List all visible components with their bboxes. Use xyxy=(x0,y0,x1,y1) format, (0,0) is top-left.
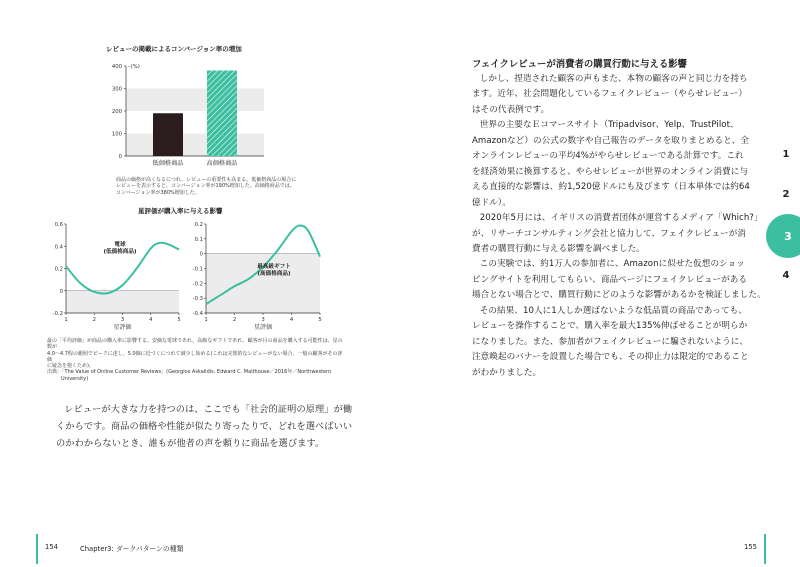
x-axis-label: 星評価 xyxy=(113,324,132,331)
y-tick-label: -0.2 xyxy=(52,311,63,317)
source-line: University) xyxy=(61,375,89,382)
body-line: その結果、10人に1人しか選ばないような低品質の商品であっても、 xyxy=(479,305,747,316)
y-unit-label: –(%) xyxy=(128,64,140,70)
y-tick-label: -0.1 xyxy=(192,266,203,273)
bar-chart-caption: 商品の価格が高くなるにつれ、レビューの重要性も高まる。低価格商品の場合にレビューを表示すると、コンバージョン率が190%増加した。高価格商品では、コンバージョン率が380%増加した。 xyxy=(116,177,297,196)
body-line: オンラインレビューの平均4%がやらせレビューである計算です。これ xyxy=(472,151,744,162)
x-tick-label: 5 xyxy=(318,317,322,323)
chapter-tab-4[interactable]: 4 xyxy=(782,270,790,281)
body-line: 2020年5月には、イギリスの消費者団体が運営するメディア「Which?」 xyxy=(479,213,763,224)
left-footer-rule xyxy=(36,534,38,564)
y-tick-label: 0.2 xyxy=(194,222,203,228)
x-tick-label: 5 xyxy=(177,317,181,323)
body-line: のかわからないとき、誰もが他者の声を頼りに商品を選びます。 xyxy=(56,437,325,449)
y-tick-label: -0.2 xyxy=(192,281,203,288)
body-line: Amazonなど）の公式の数字や自己報告のデータを取りまとめると、全 xyxy=(472,135,750,146)
section-heading: フェイクレビューが消費者の購買行動に与える影響 xyxy=(472,59,687,70)
y-tick-label: -0.3 xyxy=(192,296,203,303)
bar-low xyxy=(153,113,183,156)
y-tick-label: -0.4 xyxy=(192,311,203,317)
paragraph xyxy=(472,257,764,303)
body-line: ピングサイトを利用してもらい、商品ページにフェイクレビューがある xyxy=(472,274,748,285)
x-tick-label: 2 xyxy=(232,317,237,323)
body-line: える直接的な影響は、約1,520億ドルにも及びます（日本単体では約64 xyxy=(472,182,750,193)
body-line: くからです。商品の価格や性能が似たり寄ったりで、どれを選べばいい xyxy=(56,420,353,432)
running-head: Chapter3: ダークパターンの種類 xyxy=(80,545,184,553)
body-line: しかし、捏造された顧客の声もまた、本物の顧客の声と同じ力を持ち xyxy=(479,74,748,84)
caption-line: 最の「平均評価」が商品の購入率に影響する。安価な電球であれ、高級なギフトであれ、顧客が目の商品を購入する可能性は、星の数が xyxy=(47,338,343,351)
left-page-number: 154 xyxy=(45,543,58,551)
y-tick-label: 400 xyxy=(111,64,122,70)
x-tick-label: 1 xyxy=(64,317,68,323)
paragraph xyxy=(472,118,764,211)
caption-line: 4.0〜4.7程の範囲でピークに達し、5.0個に近づくにつれて減少し始める(これは完璧的なレビューがない場合、一般の顧客がその評価 xyxy=(47,350,343,363)
x-tick-label: 4 xyxy=(289,317,294,323)
body-line: 億ドル）。 xyxy=(472,197,511,208)
y-tick-label: 0.4 xyxy=(54,244,63,251)
negative-region xyxy=(66,291,179,313)
caption-line: に疑念を抱くため)。 xyxy=(47,363,94,370)
line-chart-caption xyxy=(47,338,343,382)
body-line: 場合とない場合とで、購買行動にどのような影響があるかを検証しました。 xyxy=(472,290,766,301)
y-tick-label: 0.6 xyxy=(54,222,63,228)
x-category-label: 高価格商品 xyxy=(206,160,238,167)
body-line: 費者の購買行動に与える影響を調べました。 xyxy=(472,243,645,254)
x-tick-label: 4 xyxy=(149,317,153,323)
right-page-number: 155 xyxy=(744,543,757,551)
body-line: ます。近年、社会問題化しているフェイクレビュー（やらせレビュー） xyxy=(472,89,748,100)
y-tick-label: 0.2 xyxy=(54,266,63,273)
negative-region xyxy=(206,254,320,313)
body-line: 世界の主要なＥコマースサイト（Tripadvisor、Yelp、TrustPilot、 xyxy=(479,120,739,131)
chapter-tab-2[interactable]: 2 xyxy=(782,189,790,200)
body-line: を経済効果に換算すると、やらせレビューが世界のオンライン消費に与 xyxy=(472,166,749,177)
body-line: この実験では、約1万人の参加者に、Amazonに似せた仮想のショッ xyxy=(479,259,745,270)
paragraph xyxy=(472,211,764,257)
x-tick-label: 3 xyxy=(261,317,265,323)
y-tick-label: 300 xyxy=(111,86,122,93)
x-tick-label: 1 xyxy=(204,317,208,323)
body-line: はその代表例です。 xyxy=(472,104,550,115)
paragraph xyxy=(472,304,764,381)
body-line: が、リサーチコンサルティング会社と協力して、フェイクレビューが消 xyxy=(472,228,747,239)
left-body-text xyxy=(56,402,353,452)
series-label-sub: (高価格商品) xyxy=(257,271,291,277)
body-line: になりました。また、参加者がフェイクレビューに騙されないように、 xyxy=(472,336,748,347)
y-tick-label: 0 xyxy=(59,288,63,295)
y-tick-label: 200 xyxy=(111,109,122,115)
line-chart-left xyxy=(36,216,196,336)
x-axis-label: 星評価 xyxy=(253,324,273,331)
line-chart-right xyxy=(182,216,328,336)
chapter-tab-1[interactable]: 1 xyxy=(782,149,790,160)
paragraph xyxy=(472,72,764,118)
right-footer-rule xyxy=(764,534,766,564)
chart-band xyxy=(126,89,264,112)
y-tick-label: 0 xyxy=(199,251,203,258)
bar-high xyxy=(207,71,237,157)
series-label: 最高級ギフト xyxy=(257,264,291,270)
chapter-tab-3-active[interactable]: 3 xyxy=(766,214,800,258)
body-line: 注意喚起のバナーを設置した場合でも、その抑止力は限定的であること xyxy=(472,352,749,363)
body-line: レビューが大きな力を持つのは、ここでも「社会的証明の原理」が働 xyxy=(64,404,353,415)
line-chart-title: 星評価が購入率に与える影響 xyxy=(138,207,223,215)
series-label: 電球 xyxy=(114,242,126,248)
y-tick-label: 0 xyxy=(118,154,122,160)
source-line: 出典：「The Value of Online Customer Reviews」(Georgios Askalidis, Edward C. Malthouse／2016年／Northwestern xyxy=(47,369,332,376)
y-tick-label: 100 xyxy=(111,131,122,138)
bar-chart-title: レビューの掲載によるコンバージョン率の増加 xyxy=(106,45,242,53)
x-tick-label: 3 xyxy=(120,317,125,323)
chart-band xyxy=(126,134,264,157)
x-tick-label: 2 xyxy=(92,317,96,323)
right-body-text xyxy=(472,72,764,381)
series-label-sub: (低価格商品) xyxy=(103,249,137,255)
y-tick-label: 0.1 xyxy=(194,236,203,243)
body-line: がわかりました。 xyxy=(472,367,542,378)
x-category-label: 低価格商品 xyxy=(152,160,184,167)
bar-chart xyxy=(100,58,280,176)
body-line: レビューを操作することで、購入率を最大135%伸ばせることが明らか xyxy=(472,321,748,332)
